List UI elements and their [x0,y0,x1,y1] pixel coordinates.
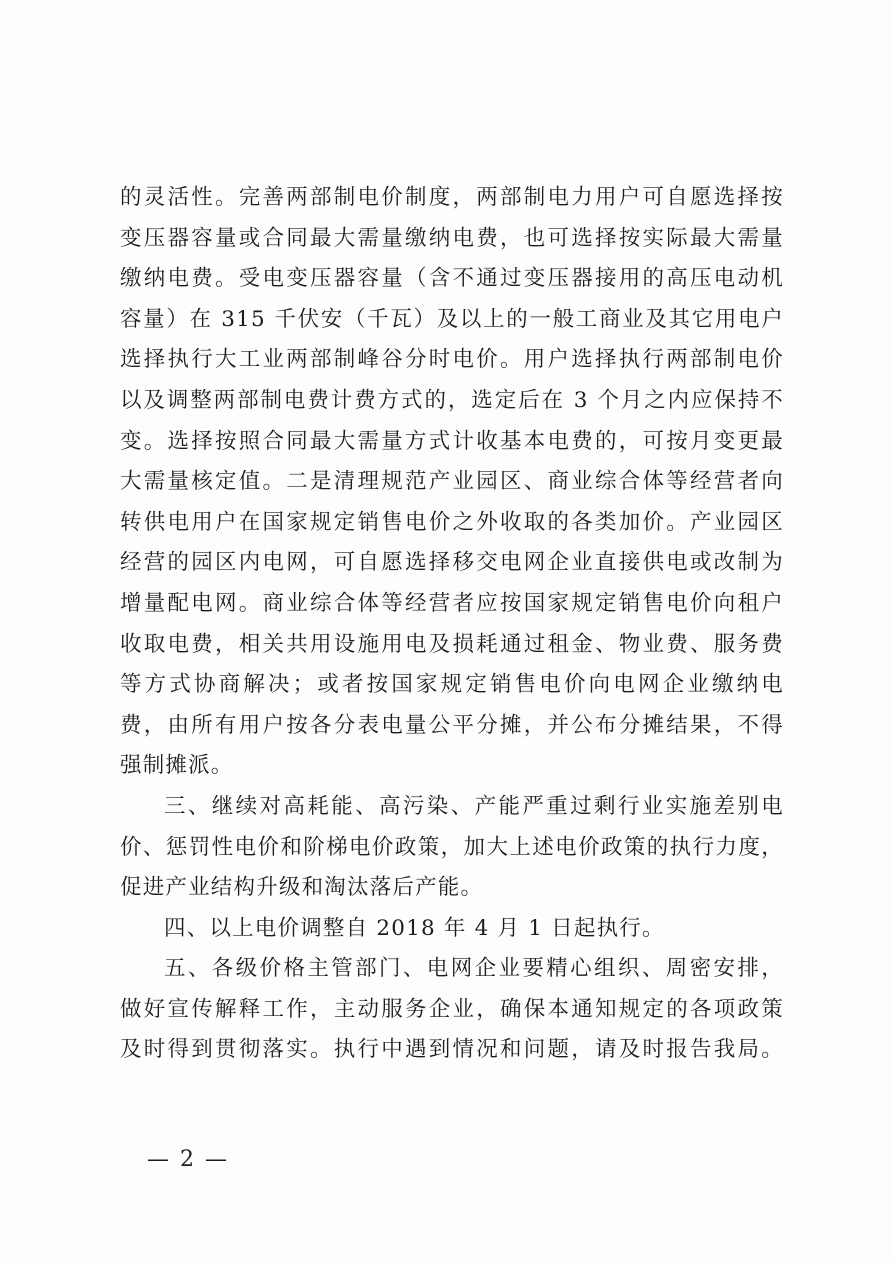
text-line: 三、继续对高耗能、高污染、产能严重过剩行业实施差别电 [164,793,784,819]
text-line: 五、各级价格主管部门、电网企业要精心组织、周密安排， [164,956,784,982]
text-line: 做好宣传解释工作，主动服务企业，确保本通知规定的各项政策 [120,996,784,1022]
text-line: 大需量核定值。二是清理规范产业园区、商业综合体等经营者向 [120,469,784,495]
text-line: 及时得到贯彻落实。执行中遇到情况和问题，请及时报告我局。 [120,1037,784,1063]
text-line: 等方式协商解决；或者按国家规定销售电价向电网企业缴纳电 [120,672,784,698]
text-line: 缴纳电费。受电变压器容量（含不通过变压器接用的高压电动机 [120,266,784,292]
text-line: 强制摊派。 [120,753,234,779]
text-line: 变压器容量或合同最大需量缴纳电费，也可选择按实际最大需量 [120,225,784,251]
text-line: 收取电费，相关共用设施用电及损耗通过租金、物业费、服务费 [120,631,784,657]
text-line: 选择执行大工业两部制峰谷分时电价。用户选择执行两部制电价 [120,347,784,373]
text-line: 以及调整两部制电费计费方式的，选定后在 3 个月之内应保持不 [120,387,784,413]
text-line: 费，由所有用户按各分表电量公平分摊，并公布分摊结果，不得 [120,712,784,738]
text-line: 促进产业结构升级和淘汰落后产能。 [120,875,484,901]
body-text [120,178,784,1071]
text-line: 增量配电网。商业综合体等经营者应按国家规定销售电价向租户 [120,590,784,616]
text-line: 变。选择按照合同最大需量方式计收基本电费的，可按月变更最 [120,428,784,454]
text-line: 四、以上电价调整自 2018 年 4 月 1 日起执行。 [164,915,665,941]
text-line: 的灵活性。完善两部制电价制度，两部制电力用户可自愿选择按 [120,185,784,210]
text-line: 经营的园区内电网，可自愿选择移交电网企业直接供电或改制为 [120,550,784,576]
page-number: — 2 — [147,1147,229,1172]
text-line: 价、惩罚性电价和阶梯电价政策，加大上述电价政策的执行力度， [120,834,784,860]
text-line: 转供电用户在国家规定销售电价之外收取的各类加价。产业园区 [120,509,784,535]
text-line: 容量）在 315 千伏安（千瓦）及以上的一般工商业及其它用电户 [120,306,784,332]
